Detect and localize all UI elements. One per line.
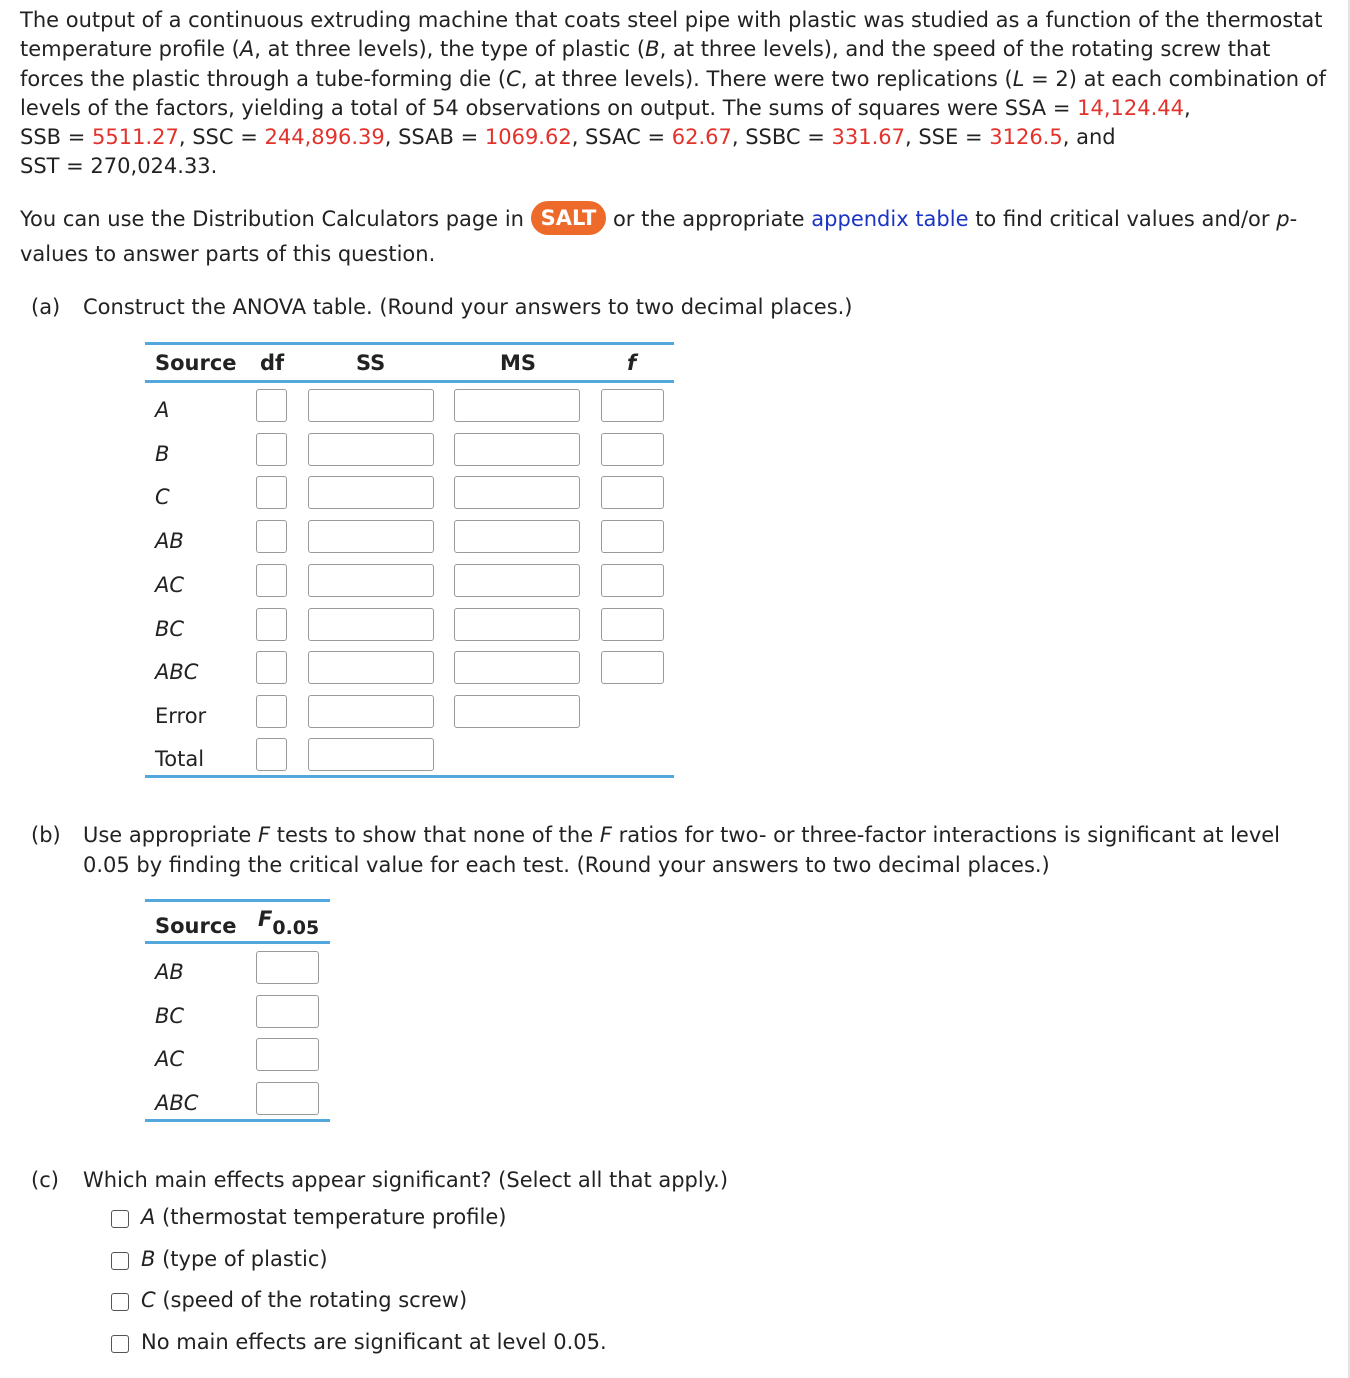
ss-abc-input[interactable] <box>308 651 434 684</box>
fcrit-row-abc: ABC <box>155 1091 199 1115</box>
df-error-input[interactable] <box>256 695 287 728</box>
option-c-label[interactable]: C (speed of the rotating screw) <box>141 1288 468 1312</box>
fcrit-ac-input[interactable] <box>256 1038 319 1071</box>
row-label-ab: AB <box>155 529 184 553</box>
ssb-value: 5511.27 <box>92 125 179 150</box>
option-c-checkbox[interactable] <box>111 1293 129 1311</box>
df-c-input[interactable] <box>256 476 287 509</box>
ssc-value: 244,896.39 <box>264 125 385 150</box>
row-label-error: Error <box>155 704 207 728</box>
fcrit-row-bc: BC <box>155 1004 185 1028</box>
problem-statement: The output of a continuous extruding machine that coats steel pipe with plastic was studied as a function of the thermostat temperature profile (A, at three levels), the type of plastic (B, at three levels), and the speed of the rotating screw that forces the plastic through a tube-forming die (C, at three levels). There were two replications (L = 2) at each combination of levels of the factors, yielding a total of 54 observations on output. The sums of squares were SSA = 14,124.44, SSB = 5511.27, SSC = 244,896.39, SSAB = 1069.62, SSAC = 62.67, SSBC = 331.67, SSE = 3126.5, and SST = 270,024.33. <box>20 8 1327 179</box>
ssac-value: 62.67 <box>671 125 732 150</box>
ss-bc-input[interactable] <box>308 608 434 641</box>
df-ab-input[interactable] <box>256 520 287 553</box>
row-label-c: C <box>155 485 170 509</box>
fcrit-ab-input[interactable] <box>256 951 319 984</box>
f-b-input[interactable] <box>601 433 664 466</box>
header-ms: MS <box>500 351 537 375</box>
salt-button[interactable]: SALT <box>531 201 607 235</box>
header-source: Source <box>155 351 237 375</box>
df-ac-input[interactable] <box>256 564 287 597</box>
fcrit-row-ac: AC <box>155 1047 185 1071</box>
f-ab-input[interactable] <box>601 520 664 553</box>
fcrit-bc-input[interactable] <box>256 995 319 1028</box>
f-c-input[interactable] <box>601 476 664 509</box>
ss-ab-input[interactable] <box>308 520 434 553</box>
fcrit-header-source: Source <box>155 914 237 938</box>
option-none-checkbox[interactable] <box>111 1335 129 1353</box>
option-a-label[interactable]: A (thermostat temperature profile) <box>141 1205 507 1229</box>
df-a-input[interactable] <box>256 389 287 422</box>
df-total-input[interactable] <box>256 738 287 771</box>
option-b-checkbox[interactable] <box>111 1252 129 1270</box>
ms-abc-input[interactable] <box>454 651 580 684</box>
anova-header-rule <box>145 380 674 383</box>
row-label-total: Total <box>155 747 205 771</box>
fcrit-top-rule <box>145 899 330 902</box>
ms-bc-input[interactable] <box>454 608 580 641</box>
f-bc-input[interactable] <box>601 608 664 641</box>
df-b-input[interactable] <box>256 433 287 466</box>
sst-value: SST = 270,024.33. <box>20 154 218 179</box>
row-label-b: B <box>155 442 170 466</box>
row-label-bc: BC <box>155 617 185 641</box>
ms-ac-input[interactable] <box>454 564 580 597</box>
f-a-input[interactable] <box>601 389 664 422</box>
row-label-a: A <box>155 398 170 422</box>
anova-bottom-rule <box>145 775 674 778</box>
anova-top-rule <box>145 342 674 345</box>
ssab-value: 1069.62 <box>484 125 572 150</box>
row-label-abc: ABC <box>155 660 199 684</box>
ms-b-input[interactable] <box>454 433 580 466</box>
resources-note: You can use the Distribution Calculators page in SALT or the appropriate appendix table to find critical values and/or p- values to answer parts of this question. <box>20 202 1330 272</box>
ms-a-input[interactable] <box>454 389 580 422</box>
ss-b-input[interactable] <box>308 433 434 466</box>
df-abc-input[interactable] <box>256 651 287 684</box>
fcrit-header-f: F0.05 <box>258 907 320 939</box>
ss-error-input[interactable] <box>308 695 434 728</box>
ss-total-input[interactable] <box>308 738 434 771</box>
f-abc-input[interactable] <box>601 651 664 684</box>
ms-error-input[interactable] <box>454 695 580 728</box>
ssa-value: 14,124.44 <box>1077 95 1184 120</box>
ms-ab-input[interactable] <box>454 520 580 553</box>
option-a-checkbox[interactable] <box>111 1210 129 1228</box>
sse-value: 3126.5 <box>989 125 1063 150</box>
fcrit-abc-input[interactable] <box>256 1082 319 1115</box>
header-f: f <box>627 351 637 375</box>
ss-ac-input[interactable] <box>308 564 434 597</box>
option-b-label[interactable]: B (type of plastic) <box>141 1247 328 1271</box>
appendix-table-link[interactable]: appendix table <box>811 207 969 231</box>
header-df: df <box>260 351 285 375</box>
fcrit-header-rule <box>145 941 330 944</box>
option-none-label[interactable]: No main effects are significant at level 0.05. <box>141 1330 607 1354</box>
f-ac-input[interactable] <box>601 564 664 597</box>
ms-c-input[interactable] <box>454 476 580 509</box>
fcrit-bottom-rule <box>145 1119 330 1122</box>
ssbc-value: 331.67 <box>831 125 905 150</box>
fcrit-row-ab: AB <box>155 960 184 984</box>
ss-a-input[interactable] <box>308 389 434 422</box>
df-bc-input[interactable] <box>256 608 287 641</box>
row-label-ac: AC <box>155 573 185 597</box>
header-ss: SS <box>356 351 386 375</box>
ss-c-input[interactable] <box>308 476 434 509</box>
